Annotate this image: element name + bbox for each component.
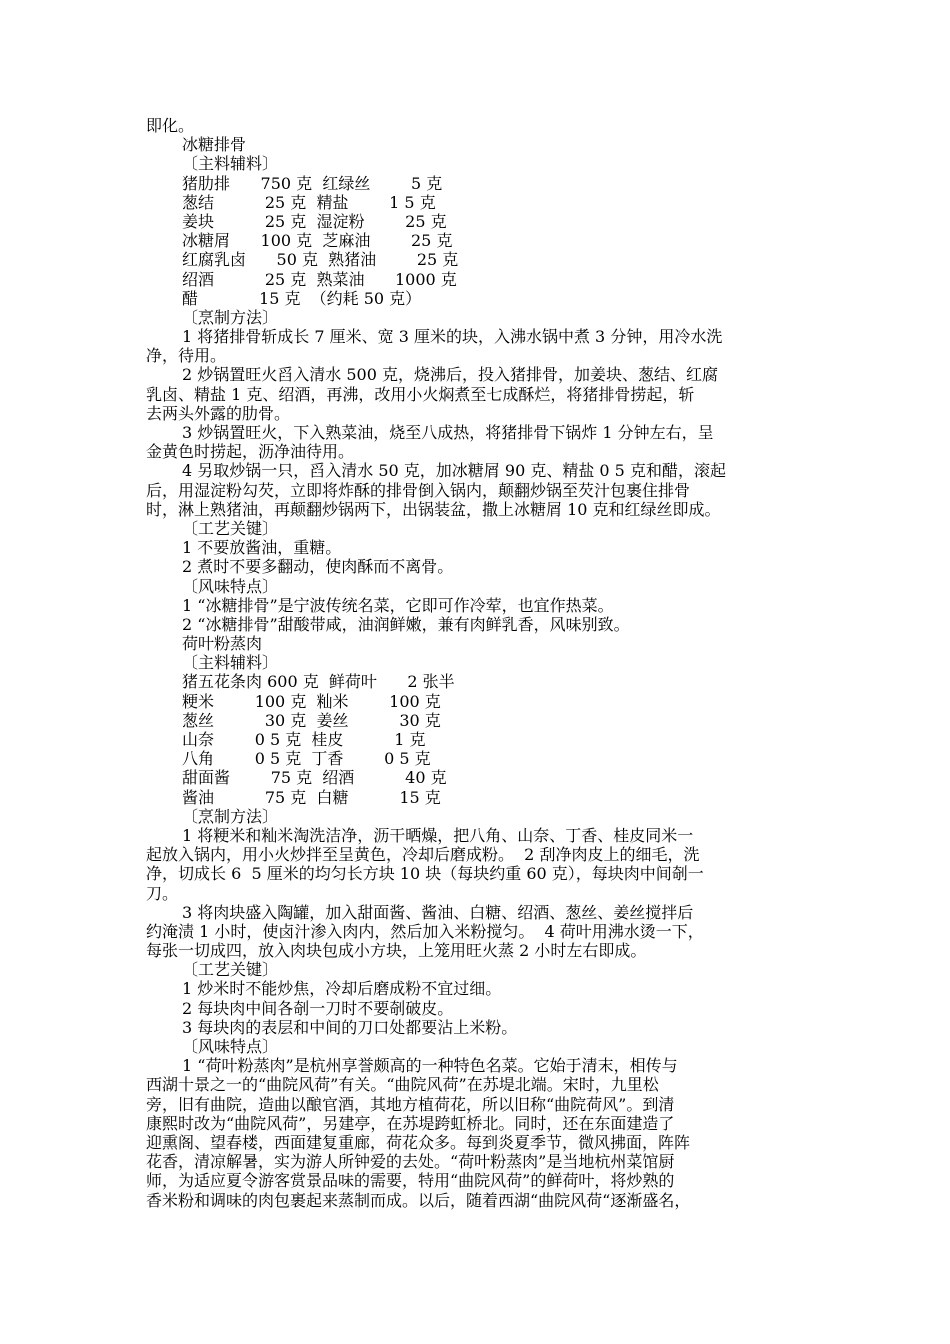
section-heading: 〔主料辅料〕 [182, 653, 279, 673]
ingredient-line: 猪五花条肉 600 克 鲜荷叶 2 张半 [182, 672, 455, 692]
text-line: 金黄色时捞起，沥净油待用。 [146, 442, 355, 462]
text-line: 2 炒锅置旺火舀入清水 500 克，烧沸后，投入猪排骨，加姜块、葱结、红腐 [182, 365, 718, 385]
text-line: 3 每块肉的表层和中间的刀口处都要沾上米粉。 [182, 1017, 518, 1037]
ingredient-line: 山奈 0 5 克 桂皮 1 克 [182, 730, 426, 749]
text-line: 1 将猪排骨斩成长 7 厘米、宽 3 厘米的块，入沸水锅中煮 3 分钟，用冷水洗 [182, 327, 723, 347]
text-line: 1 炒米时不能炒焦，冷却后磨成粉不宜过细。 [182, 979, 502, 999]
ingredient-line: 八角 0 5 克 丁香 0 5 克 [182, 749, 431, 769]
ingredient-line: 酱油 75 克 白糖 15 克 [182, 787, 441, 807]
text-line: 起放入锅内，用小火炒拌至呈黄色，冷却后磨成粉。 2 刮净肉皮上的细毛，洗 [146, 845, 700, 865]
text-line: 香米粉和调味的肉包裹起来蒸制而成。以后，随着西湖“曲院风荷“逐渐盛名， [146, 1190, 691, 1210]
text-line: 每张一切成四，放入肉块包成小方块，上笼用旺火蒸 2 小时左右即成。 [146, 941, 647, 961]
ingredient-line: 红腐乳卤 50 克 熟猪油 25 克 [182, 250, 459, 270]
text-line: 旁，旧有曲院，造曲以酿官酒，其地方植荷花，所以旧称“曲院荷风”。到清 [146, 1094, 675, 1114]
ingredient-line: 绍酒 25 克 熟菜油 1000 克 [182, 269, 457, 289]
text-line: 1 不要放酱油，重糖。 [182, 538, 342, 558]
text-line: 净，切成长 6 5 厘米的均匀长方块 10 块（每块约重 60 克），每块肉中间剞一 [146, 864, 704, 884]
section-heading: 〔烹制方法〕 [182, 307, 279, 327]
text-line: 2 “冰糖排骨”甜酸带咸，油润鲜嫩，兼有肉鲜乳香，风味别致。 [182, 614, 630, 634]
ingredient-line: 甜面酱 75 克 绍酒 40 克 [182, 768, 447, 788]
text-line: 2 每块肉中间各剞一刀时不要剞破皮。 [182, 998, 454, 1018]
text-line: 1 将粳米和籼米淘洗洁净，沥干晒燥，把八角、山奈、丁香、桂皮同米一 [182, 825, 694, 845]
section-heading: 〔主料辅料〕 [182, 154, 279, 174]
text-line: 去两头外露的肋骨。 [146, 403, 291, 423]
text-line: 3 将肉块盛入陶罐，加入甜面酱、酱油、白糖、绍酒、葱丝、姜丝搅拌后 [182, 902, 694, 922]
text-line: 师，为适应夏令游客赏景品味的需要，特用“曲院风荷”的鲜荷叶，将炒熟的 [146, 1171, 675, 1191]
text-line: 1 “冰糖排骨”是宁波传统名菜，它即可作冷荤，也宜作热菜。 [182, 595, 614, 615]
ingredient-line: 醋 15 克 （约耗 50 克） [182, 288, 422, 308]
text-line: 即化。 [146, 116, 195, 135]
text-line: 刀。 [146, 883, 179, 903]
section-heading: 〔风味特点〕 [182, 1037, 279, 1056]
section-heading: 冰糖排骨 [182, 135, 247, 155]
text-line: 2 煮时不要多翻动，使肉酥而不离骨。 [182, 557, 454, 577]
text-line: 1 “荷叶粉蒸肉”是杭州享誉颇高的一种特色名菜。它始于清末，相传与 [182, 1056, 678, 1076]
section-heading: 〔工艺关键〕 [182, 518, 279, 538]
text-line: 乳卤、精盐 1 克、绍酒，再沸，改用小火焖煮至七成酥烂，将猪排骨捞起，斩 [146, 384, 695, 404]
text-line: 迎熏阁、望春楼，西面建复重廊，荷花众多。每到炎夏季节，微风拂面，阵阵 [146, 1132, 691, 1152]
text-line: 花香，清凉解暑，实为游人所钟爱的去处。“荷叶粉蒸肉”是当地杭州菜馆厨 [146, 1152, 675, 1172]
section-heading: 荷叶粉蒸肉 [182, 634, 263, 654]
text-line: 后，用湿淀粉勾芡，立即将炸酥的排骨倒入锅内，颠翻炒锅至芡汁包裹住排骨 [146, 480, 691, 500]
section-heading: 〔工艺关键〕 [182, 960, 279, 980]
ingredient-line: 葱丝 30 克 姜丝 30 克 [182, 710, 441, 730]
text-line: 净，待用。 [146, 346, 227, 366]
ingredient-line: 姜块 25 克 湿淀粉 25 克 [182, 211, 447, 231]
ingredient-line: 冰糖屑 100 克 芝麻油 25 克 [182, 231, 453, 251]
text-line: 时，淋上熟猪油，再颠翻炒锅两下，出锅装盆，撒上冰糖屑 10 克和红绿丝即成。 [146, 499, 721, 519]
section-heading: 〔烹制方法〕 [182, 806, 279, 826]
section-heading: 〔风味特点〕 [182, 576, 279, 596]
text-line: 约淹渍 1 小时，使卤汁渗入肉内，然后加入米粉搅匀。 4 荷叶用沸水烫一下， [146, 921, 704, 941]
document-page [146, 116, 826, 1210]
ingredient-line: 猪肋排 750 克 红绿丝 5 克 [182, 173, 443, 193]
text-line: 3 炒锅置旺火，下入熟菜油，烧至八成热，将猪排骨下锅炸 1 分钟左右，呈 [182, 423, 714, 442]
text-line: 4 另取炒锅一只，舀入清水 50 克，加冰糖屑 90 克、精盐 0 5 克和醋，滚起 [182, 461, 726, 481]
ingredient-line: 粳米 100 克 籼米 100 克 [182, 691, 441, 711]
ingredient-line: 葱结 25 克 精盐 1 5 克 [182, 192, 436, 212]
text-line: 西湖十景之一的“曲院风荷”有关。“曲院风荷”在苏堤北端。宋时，九里松 [146, 1075, 659, 1095]
text-line: 康熙时改为“曲院风荷”，另建亭，在苏堤跨虹桥北。同时，还在东面建造了 [146, 1113, 675, 1133]
